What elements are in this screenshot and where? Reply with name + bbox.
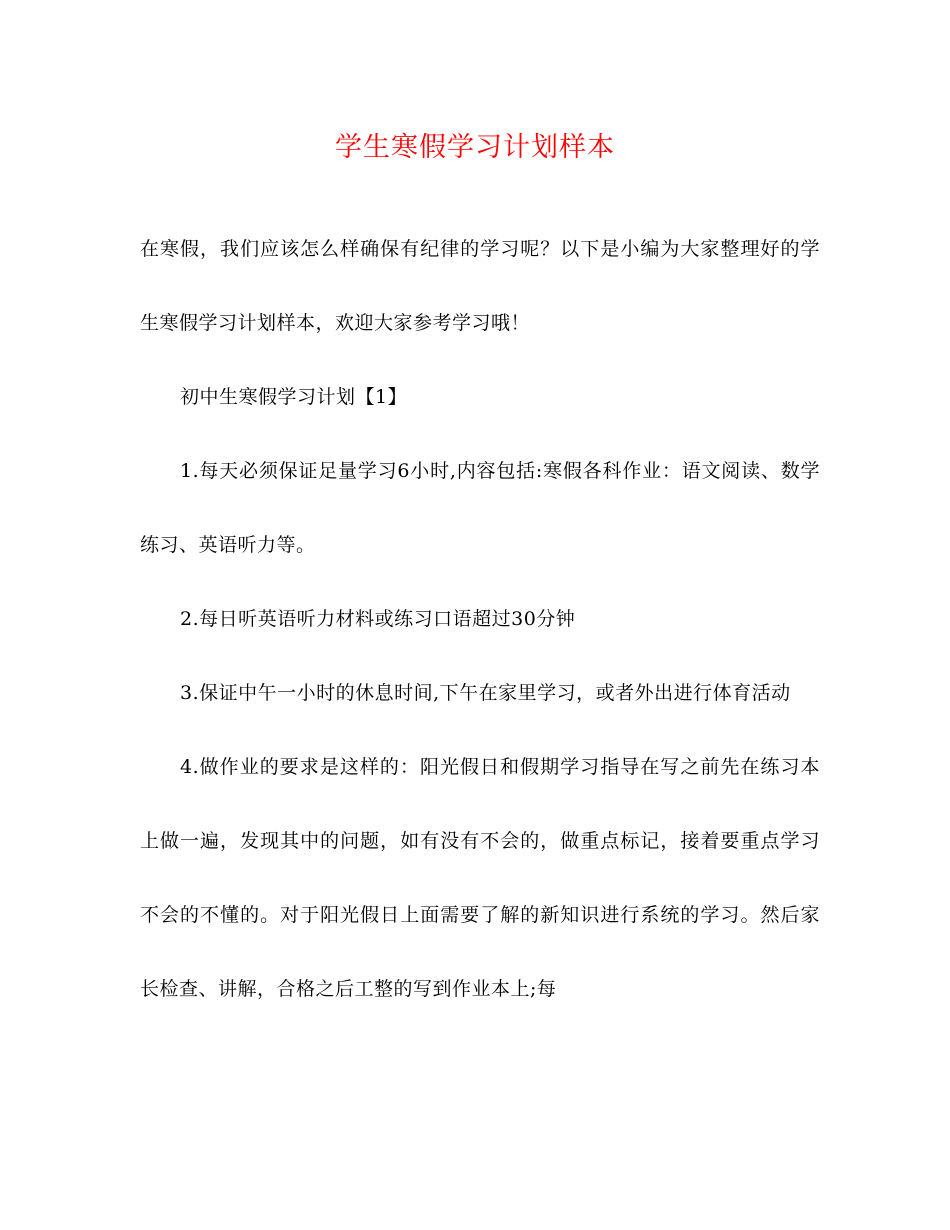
plan-item-2: 2.每日听英语听力材料或练习口语超过30分钟 xyxy=(180,608,576,630)
plan-item-3: 3.保证中午一小时的休息时间,下午在家里学习，或者外出进行体育活动 xyxy=(180,682,791,704)
document-body xyxy=(140,212,820,1026)
paragraph-intro: 在寒假，我们应该怎么样确保有纪律的学习呢？以下是小编为大家整理好的学生寒假学习计划样本，欢迎大家参考学习哦！ xyxy=(140,238,820,334)
plan-item-4: 4.做作业的要求是这样的：阳光假日和假期学习指导在写之前先在练习本上做一遍，发现其中的问题，如有没有不会的，做重点标记，接着要重点学习不会的不懂的。对于阳光假日上面需要了解的新知识进行系统的学习。然后家长检查、讲解，合格之后工整的写到作业本上;每 xyxy=(140,756,820,1000)
plan-item-1: 1.每天必须保证足量学习6小时,内容包括:寒假各科作业：语文阅读、数学练习、英语听力等。 xyxy=(140,460,820,556)
section-heading: 初中生寒假学习计划【1】 xyxy=(180,386,408,408)
document-title: 学生寒假学习计划样本 xyxy=(335,132,615,163)
